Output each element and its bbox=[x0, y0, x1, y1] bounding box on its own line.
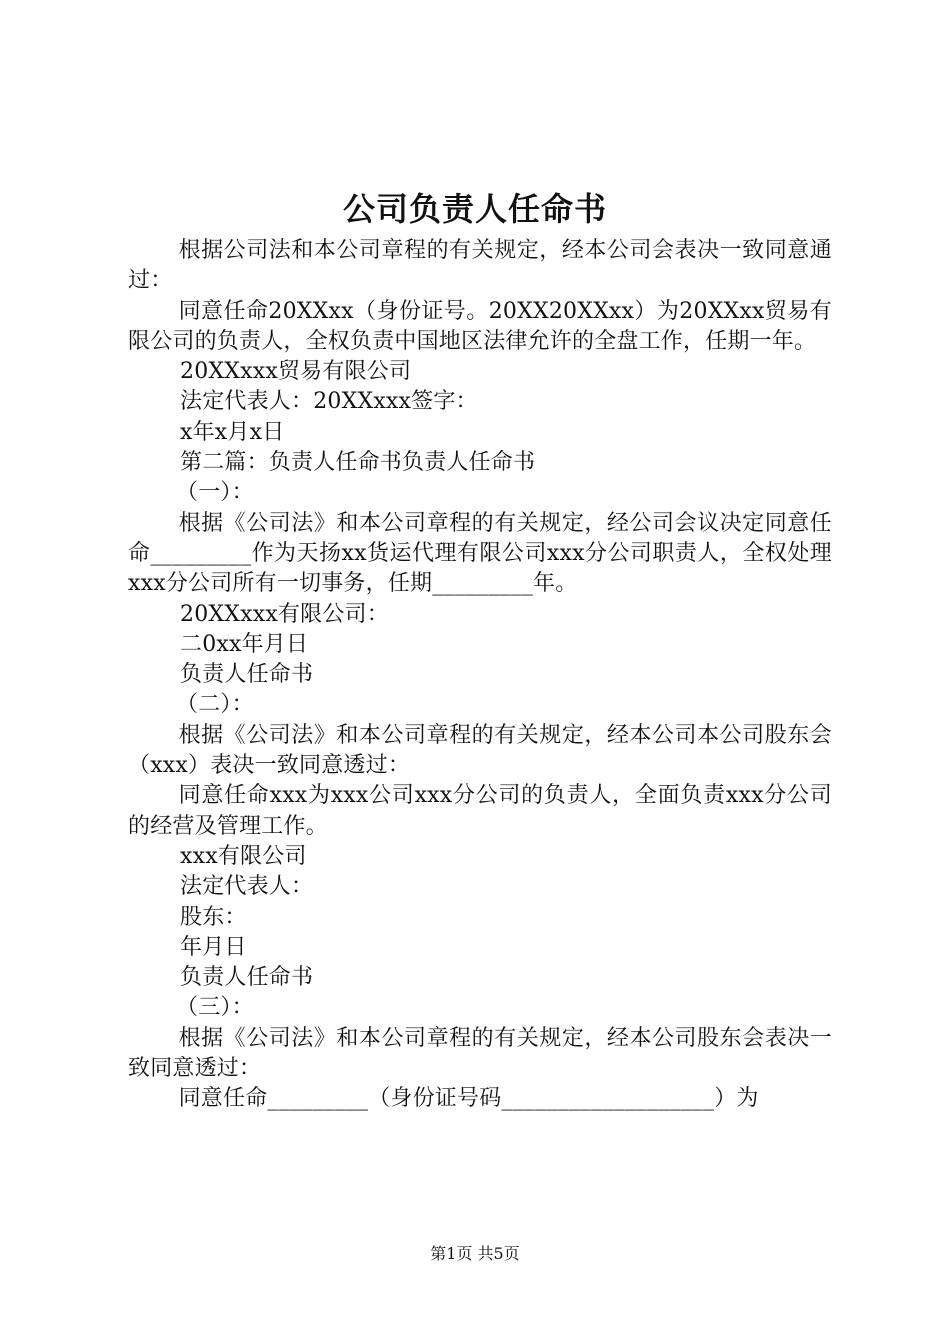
document-title: 公司负责人任命书 bbox=[342, 190, 607, 228]
subheading-letter-3: 负责人任命书 bbox=[180, 965, 314, 991]
company-name-1: 20XXxxx贸易有限公司 bbox=[180, 359, 412, 385]
paragraph-intro-4: 根据《公司法》和本公司章程的有关规定，经本公司股东会表决一致同意透过： bbox=[128, 1025, 832, 1082]
paragraph-appointment-1: 同意任命20XXxx（身份证号。20XX20XXxx）为20XXxx贸易有限公司的负责人，全权负责中国地区法律允许的全盘工作，任期一年。 bbox=[128, 298, 832, 354]
subheading-letter-2: 负责人任命书 bbox=[180, 662, 314, 688]
paragraph-appointment-4: 同意任命_________（身份证号码___________________）为 bbox=[178, 1086, 759, 1112]
paragraph-intro-1: 根据公司法和本公司章程的有关规定，经本公司会表决一致同意通过： bbox=[128, 238, 832, 294]
subsection-3: （三）： bbox=[176, 995, 254, 1021]
company-name-2: 20XXxxx有限公司： bbox=[180, 601, 389, 627]
section-heading-2: 第二篇：负责人任命书负责人任命书 bbox=[180, 450, 536, 476]
paragraph-appointment-3: 同意任命xxx为xxx公司xxx分公司的负责人，全面负责xxx分公司的经营及管理工作。 bbox=[128, 783, 832, 839]
shareholder-label: 股东： bbox=[180, 904, 247, 930]
date-3: 年月日 bbox=[180, 934, 247, 960]
legal-representative-3: 法定代表人： bbox=[180, 874, 314, 900]
paragraph-intro-3: 根据《公司法》和本公司章程的有关规定，经本公司本公司股东会（xxx）表决一致同意透过： bbox=[128, 722, 832, 779]
subsection-1: （一）： bbox=[176, 480, 254, 506]
document-body bbox=[128, 236, 832, 1115]
legal-representative-1: 法定代表人：20XXxxx签字： bbox=[180, 389, 478, 415]
page-footer: 第1页 共5页 bbox=[430, 1244, 520, 1263]
date-1: x年x月x日 bbox=[180, 419, 285, 445]
date-2: 二0xx年月日 bbox=[180, 631, 309, 657]
paragraph-appointment-2: 根据《公司法》和本公司章程的有关规定，经公司会议决定同意任命_________作为天扬xx货运代理有限公司xxx分公司职责人，全权处理xxx分公司所有一切事务，任期_________年。 bbox=[128, 510, 832, 597]
subsection-2: （二）： bbox=[176, 692, 254, 718]
company-name-3: xxx有限公司 bbox=[180, 843, 307, 869]
